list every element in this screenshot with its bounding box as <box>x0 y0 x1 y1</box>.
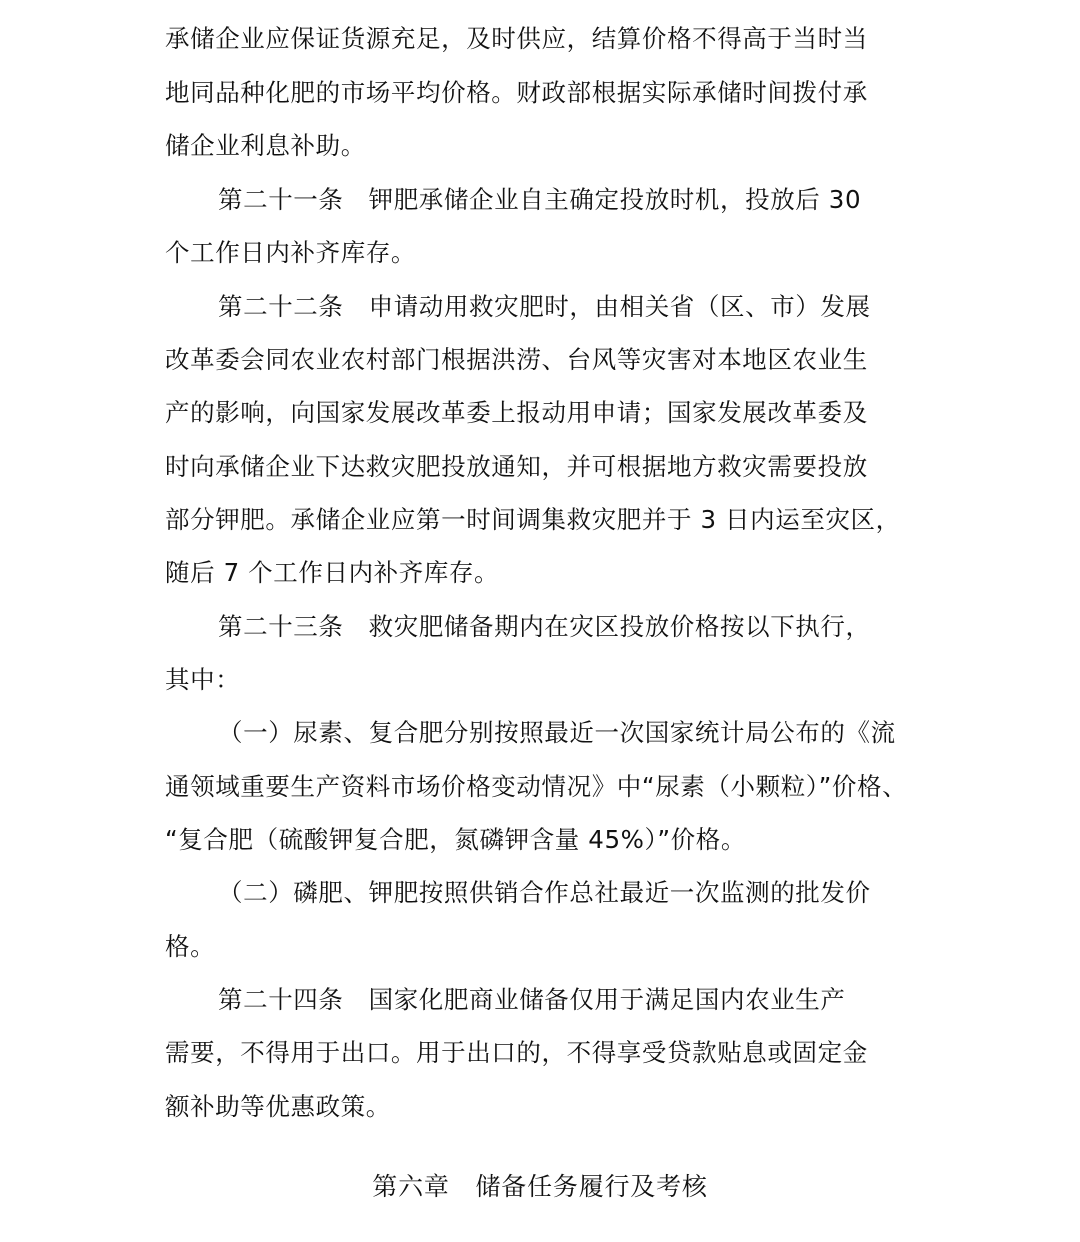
clause-1-line-1: （一）尿素、复合肥分别按照最近一次国家统计局公布的《流 <box>218 718 896 747</box>
article-23-line-1: 第二十三条 救灾肥储备期内在灾区投放价格按以下执行， <box>218 612 871 641</box>
article-21-line-2: 个工作日内补齐库存。 <box>165 238 416 267</box>
article-24-line-1: 第二十四条 国家化肥商业储备仅用于满足国内农业生产 <box>218 985 846 1014</box>
article-22-line-6: 随后 7 个工作日内补齐库存。 <box>165 558 500 587</box>
article-24-line-3: 额补助等优惠政策。 <box>165 1092 391 1121</box>
article-23-line-2: 其中： <box>165 665 241 694</box>
article-21-line-1: 第二十一条 钾肥承储企业自主确定投放时机，投放后 30 <box>218 185 862 214</box>
text-line-3: 储企业利息补助。 <box>165 131 366 160</box>
clause-1-line-3: “复合肥（硫酸钾复合肥，氮磷钾含量 45%）”价格。 <box>165 825 746 854</box>
clause-2-line-1: （二）磷肥、钾肥按照供销合作总社最近一次监测的批发价 <box>218 878 871 907</box>
article-22-line-3: 产的影响，向国家发展改革委上报动用申请；国家发展改革委及 <box>165 398 868 427</box>
article-22-line-4: 时向承储企业下达救灾肥投放通知，并可根据地方救灾需要投放 <box>165 452 868 481</box>
chapter-heading: 第六章 储备任务履行及考核 <box>372 1172 708 1201</box>
text-line-1: 承储企业应保证货源充足，及时供应，结算价格不得高于当时当 <box>165 24 868 53</box>
clause-1-line-2: 通领域重要生产资料市场价格变动情况》中“尿素（小颗粒）”价格、 <box>165 772 908 801</box>
clause-2-line-2: 格。 <box>165 932 216 961</box>
text-line-2: 地同品种化肥的市场平均价格。财政部根据实际承储时间拨付承 <box>165 78 868 107</box>
article-22-line-5: 部分钾肥。承储企业应第一时间调集救灾肥并于 3 日内运至灾区， <box>165 505 901 534</box>
article-24-line-2: 需要，不得用于出口。用于出口的，不得享受贷款贴息或固定金 <box>165 1038 868 1067</box>
article-22-line-2: 改革委会同农业农村部门根据洪涝、台风等灾害对本地区农业生 <box>165 345 868 374</box>
article-22-line-1: 第二十二条 申请动用救灾肥时，由相关省（区、市）发展 <box>218 292 871 321</box>
